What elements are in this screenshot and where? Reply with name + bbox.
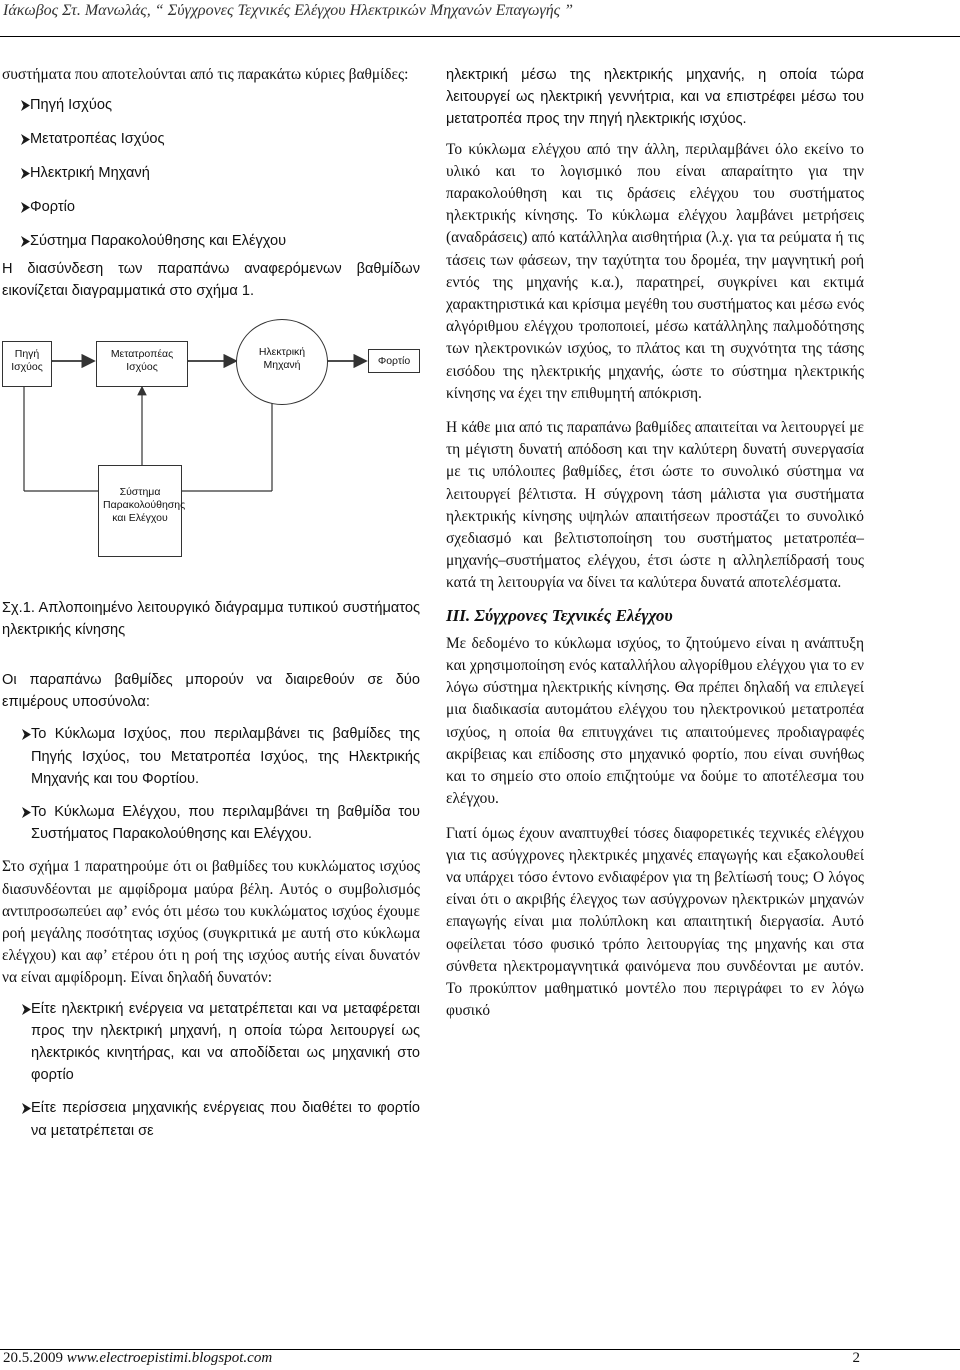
section-heading: ΙΙΙ. Σύγχρονες Τεχνικές Ελέγχου [446, 605, 673, 625]
stage-label: Ηλεκτρική Μηχανή [30, 165, 150, 182]
block-diagram-figure [2, 341, 420, 561]
machine-label: Ηλεκτρική Μηχανή [258, 345, 306, 371]
header-rule [0, 36, 960, 37]
section-paragraph-2: Γιατί όμως έχουν αναπτυχθεί τόσες διαφορετικές τεχνικές ελέγχου για τις ασύγχρονες ηλεκτρικές μηχανές επαγωγής και εξακολουθεί να υπάρχει τόσο έντονο ενδιαφέρον για τη βελτίωσή τους; Ο λόγος είναι ότι ο ακριβής έλεγχος των ασύγχρονων ηλεκτρικών μηχανών επαγωγής είναι μια πολύπλοκη και απαιτητική διεργασία. Αυτό οφείλεται τόσο φυσικό τρόπο λειτουργίας της μηχανής και στα σύνθετα ηλεκτρομαγνητικά φαινόμενα που συνδέονται με αυτόν. Το προκύπτον μαθηματικό μοντέλο που περιγράφει το εν λόγω φυσικό [446, 824, 864, 1020]
arrow-bullet-icon [22, 1097, 31, 1114]
division-paragraph: Οι παραπάνω βαθμίδες μπορούν να διαιρεθούν σε δύο επιμέρους υποσύνολα: [2, 672, 420, 711]
arrow-bullet-icon [21, 122, 30, 145]
list-item [2, 801, 420, 845]
converter-block [96, 341, 188, 387]
continuation-paragraph: ηλεκτρική μέσω της ηλεκτρικής μηχανής, η οποία τώρα λειτουργεί ως ηλεκτρική γεννήτρια, και να επιστρέφει μέσω του μετατροπέα προς την πηγή ηλεκτρικής ισχύος. [446, 67, 864, 128]
arrow-bullet-icon [21, 156, 30, 179]
stages-list [2, 88, 420, 258]
list-item [2, 88, 420, 122]
power-source-label: Πηγή Ισχύος [11, 347, 43, 373]
subsystem-text: Το Κύκλωμα Ελέγχου, που περιλαμβάνει τη βαθμίδα του Συστήματος Παρακολούθησης και Ελέγχου. [31, 804, 420, 843]
control-label: Σύστημα Παρακολούθησης και Ελέγχου [103, 485, 186, 524]
arrow-bullet-icon [21, 190, 30, 213]
arrow-bullet-icon [21, 224, 30, 247]
list-item [2, 224, 420, 258]
list-item [2, 998, 420, 1087]
arrow-bullet-icon [22, 801, 31, 818]
figure-caption: Σχ.1. Απλοποιημένο λειτουργικό διάγραμμα τυπικού συστήματος ηλεκτρικής κίνησης [2, 599, 420, 638]
list-item [2, 1097, 420, 1141]
stage-label: Πηγή Ισχύος [30, 97, 112, 114]
list-item [2, 156, 420, 190]
footer-date: 20.5.2009 [3, 1350, 63, 1366]
control-circuit-paragraph: Το κύκλωμα ελέγχου από την άλλη, περιλαμβάνει όλο εκείνο το υλικό και το λογισμικό που είναι απαραίτητο για την παρακολούθηση και τις δράσεις ελέγχου του συστήματος ηλεκτρικής κίνησης. Το κύκλωμα ελέγχου λαμβάνει μετρήσεις (αναδράσεις) από κατάλληλα αισθητήρια (λ.χ. για τα ρεύματα ή τις τάσεις των φάσεων, την ταχύτητα του δρομέα, την μαγνητική ροή εντός της μηχανής κ.α.), παρατηρεί, συγκρίνει και εκτιμά χαρακτηριστικά και κρίσιμα μεγέθη του συστήματος και μέσω ενός αλγόριθμου ελέγχου τροποποιεί, μέσω κατάλληλης παλμοδότησης των ηλεκτρονικών ισχύος, το πλάτος και τη συχνότητα της τάσης εισόδου της ηλεκτρικής μηχανής, ώστε το σύστημα ηλεκτρικής κίνησης να έχει την επιθυμητή απόκριση. [446, 140, 864, 402]
interconnection-paragraph: Η διασύνδεση των παραπάνω αναφερόμενων βαθμίδων εικονίζεται διαγραμματικά στο σχήμα 1. [2, 261, 420, 300]
load-label: Φορτίο [377, 354, 411, 367]
arrow-bullet-icon [22, 723, 31, 740]
arrows-paragraph: Στο σχήμα 1 παρατηρούμε ότι οι βαθμίδες του κυκλώματος ισχύος διασυνδέονται με αμφίδρομα μαύρα βέλη. Αυτός ο συμβολισμός αντιπροσωπεύει αφ’ ενός ότι μέσω του κυκλώματος ισχύος έχουμε ροή μεγάλης ποσότητας ισχύος (συγκριτικά με αυτή στο κύκλωμα ελέγχου) και αφ’ ετέρου ότι η ροή της ισχύος αυτής είναι δυνατόν να είναι αμφίδρομη. Είναι δηλαδή δυνατόν: [2, 858, 420, 987]
possibilities-list [2, 998, 420, 1142]
page-number: 2 [852, 1350, 860, 1366]
stage-label: Φορτίο [30, 199, 75, 216]
arrow-bullet-icon [21, 88, 30, 111]
control-block [98, 465, 186, 557]
possibility-text: Είτε ηλεκτρική ενέργεια να μετατρέπεται και να μεταφέρεται προς την ηλεκτρική μηχανή, η οποία τώρα λειτουργεί ως ηλεκτρικός κινητήρας, και να αποδίδεται ως μηχανική στο φορτίο [31, 1000, 420, 1084]
efficiency-paragraph: Η κάθε μια από τις παραπάνω βαθμίδες απαιτείται να λειτουργεί με τη μέγιστη δυνατή απόδοση και την καλύτερη δυνατή συνεργασία με τις υπόλοιπες βαθμίδες, έτσι ώστε το συνολικό σύστημα να λειτουργεί βέλτιστα. Η σύγχρονη τάση μάλιστα για συστήματα ηλεκτρικής κίνησης υψηλών απαιτήσεων προστάζει το συνολικό σχεδιασμό και βελτιστοποίηση του συστήματος μετατροπέα– μηχανής–συστήματος ελέγχου, έτσι ώστε η αλληλεπίδρασή τους κατά τη λειτουργία να δίνει τα καλύτερα δυνατά αποτελέσματα. [446, 419, 864, 592]
section-paragraph-1: Με δεδομένο το κύκλωμα ισχύος, το ζητούμενο είναι η ανάπτυξη και χρησιμοποίηση ενός καταλλήλου αλγορίθμου ελέγχου για το εν λόγω σύστημα ηλεκτρικής κίνησης. Θα πρέπει δηλαδή να επιλεγεί μια διαδικασία αυτομάτου ελέγχου του ηλεκτρονικού μετατροπέα ισχύος, η οποία θα επιτυγχάνει τις απαιτούμενες προδιαγραφές ακρίβειας και επίδοσης στο μηχανικό φορτίο, που είναι συνήθως και το σημείο στο οποίο επιζητούμε να δούμε το αποτέλεσμα του ελέγχου. [446, 634, 864, 808]
footer-url[interactable]: www.electroepistimi.blogspot.com [66, 1350, 273, 1366]
stage-label: Μετατροπέας Ισχύος [30, 131, 165, 148]
possibility-text: Είτε περίσσεια μηχανικής ενέργειας που διαθέτει το φορτίο να μετατρέπεται σε [31, 1100, 420, 1139]
subsystem-text: Το Κύκλωμα Ισχύος, που περιλαμβάνει τις βαθμίδες της Πηγής Ισχύος, του Μετατροπέα Ισχύος, της Ηλεκτρικής Μηχανής και του Φορτίου. [31, 726, 420, 787]
list-item [2, 122, 420, 156]
subsystems-list [2, 723, 420, 845]
footer-left [3, 1350, 272, 1367]
right-column [446, 64, 864, 1022]
running-header: Ιάκωβος Στ. Μανωλάς, “ Σύγχρονες Τεχνικές Ελέγχου Ηλεκτρικών Μηχανών Επαγωγής ” [3, 2, 574, 19]
arrow-bullet-icon [22, 998, 31, 1015]
list-item [2, 723, 420, 790]
machine-circle [236, 319, 328, 405]
load-block [368, 349, 420, 373]
stages-intro: συστήματα που αποτελούνται από τις παρακάτω κύριες βαθμίδες: [2, 66, 409, 83]
stage-label: Σύστημα Παρακολούθησης και Ελέγχου [30, 233, 287, 250]
diagram-arrows [2, 341, 420, 561]
left-column [2, 64, 420, 1153]
power-source-block [2, 341, 52, 387]
converter-label: Μετατροπέας Ισχύος [110, 347, 174, 373]
list-item [2, 190, 420, 224]
